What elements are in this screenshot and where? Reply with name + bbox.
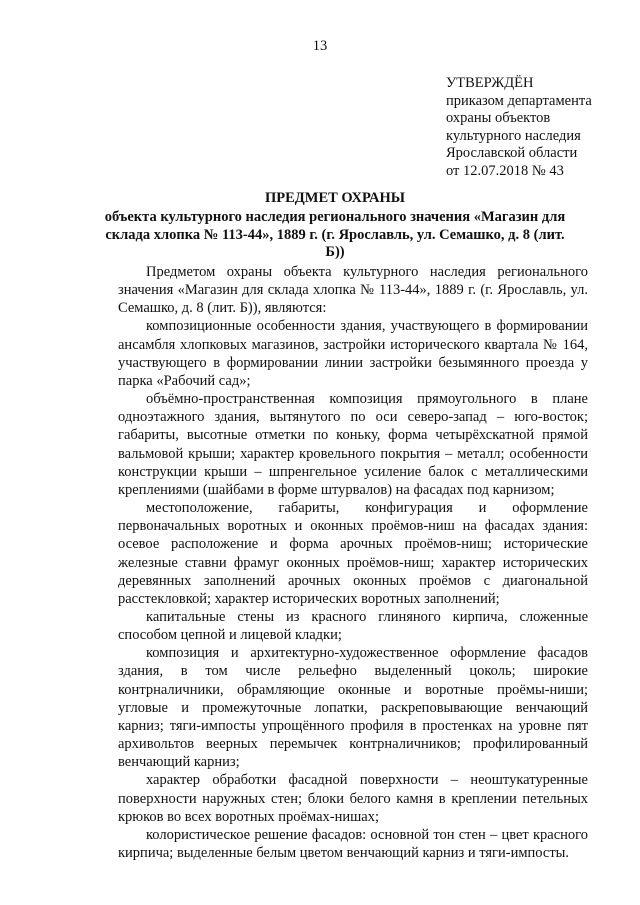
approval-stamp: [446, 75, 626, 180]
approval-line: охраны объектов: [446, 110, 551, 126]
paragraph: капитальные стены из красного глиняного кирпича, сложенные способом цепной и лицевой кладки;: [118, 608, 588, 644]
document-title: [100, 190, 570, 262]
approval-line: от 12.07.2018 № 43: [446, 162, 564, 179]
paragraph: характер обработки фасадной поверхности – неоштукатуренные поверхности наружных стен; блоки белого камня в креплении петельных крюков во всех воротных проёмах-нишах;: [118, 772, 588, 825]
document-body: [118, 263, 588, 862]
approval-line: приказом департамента: [446, 92, 592, 109]
page-number: 13: [312, 38, 328, 54]
paragraph: местоположение, габариты, конфигурация и оформление первоначальных воротных и оконных проёмов-ниш на фасадах здания: осевое расположение и форма арочных проёмов-ниш; исторические железные ставни фрамуг оконных проёмов-ниш; характер исторических деревянных заполнений арочных оконных проёмов с диагональной расстекловкой; характер исторических воротных заполнений;: [118, 500, 588, 607]
approval-line: УТВЕРЖДЁН: [446, 75, 534, 91]
paragraph: Предметом охраны объекта культурного наследия регионального значения «Магазин для склада хлопка № 113-44», 1889 г. (г. Ярославль, ул. Семашко, д. 8 (лит. Б)), являются:: [118, 264, 588, 317]
page-title: ПРЕДМЕТ ОХРАНЫ: [264, 190, 406, 206]
paragraph: композиция и архитектурно-художественное оформление фасадов здания, в том числе рельефно выделенный цоколь; широкие контрналичники, обрамляющие оконные и воротные проёмы-ниши; угловые и промежуточные лопатки, раскреповывающие венчающий карниз; тяги-импосты упрощённого профиля в простенках на уровне пят архивольтов веерных перемычек контрналичников; профилированный венчающий карниз;: [118, 645, 588, 771]
approval-line: Ярославской области: [446, 145, 578, 161]
paragraph: колористическое решение фасадов: основной тон стен – цвет красного кирпича; выделенные белым цветом венчающий карниз и тяги-импосты.: [118, 826, 588, 861]
approval-line: культурного наследия: [446, 127, 581, 144]
paragraph: объёмно-пространственная композиция прямоугольного в плане одноэтажного здания, вытянутого по оси северо-запад – юго-восток; габариты, высотные отметки по коньку, форма четырёхскатной прямой вальмовой крыши; характер кровельного покрытия – металл; особенности конструкции крыши – шпренгельное усиление балок с металлическими креплениями (шайбами в форме штурвалов) на фасадах под карнизом;: [118, 391, 588, 498]
paragraph: композиционные особенности здания, участвующего в формировании ансамбля хлопковых магазинов, застройки исторического квартала № 164, участвующего в формировании линии застройки безымянного проезда у парка «Рабочий сад»;: [118, 318, 588, 389]
page-subtitle: объекта культурного наследия регионального значения «Магазин для склада хлопка № 113-44», 1889 г. (г. Ярославль, ул. Семашко, д. 8 (лит. Б)): [104, 208, 566, 261]
